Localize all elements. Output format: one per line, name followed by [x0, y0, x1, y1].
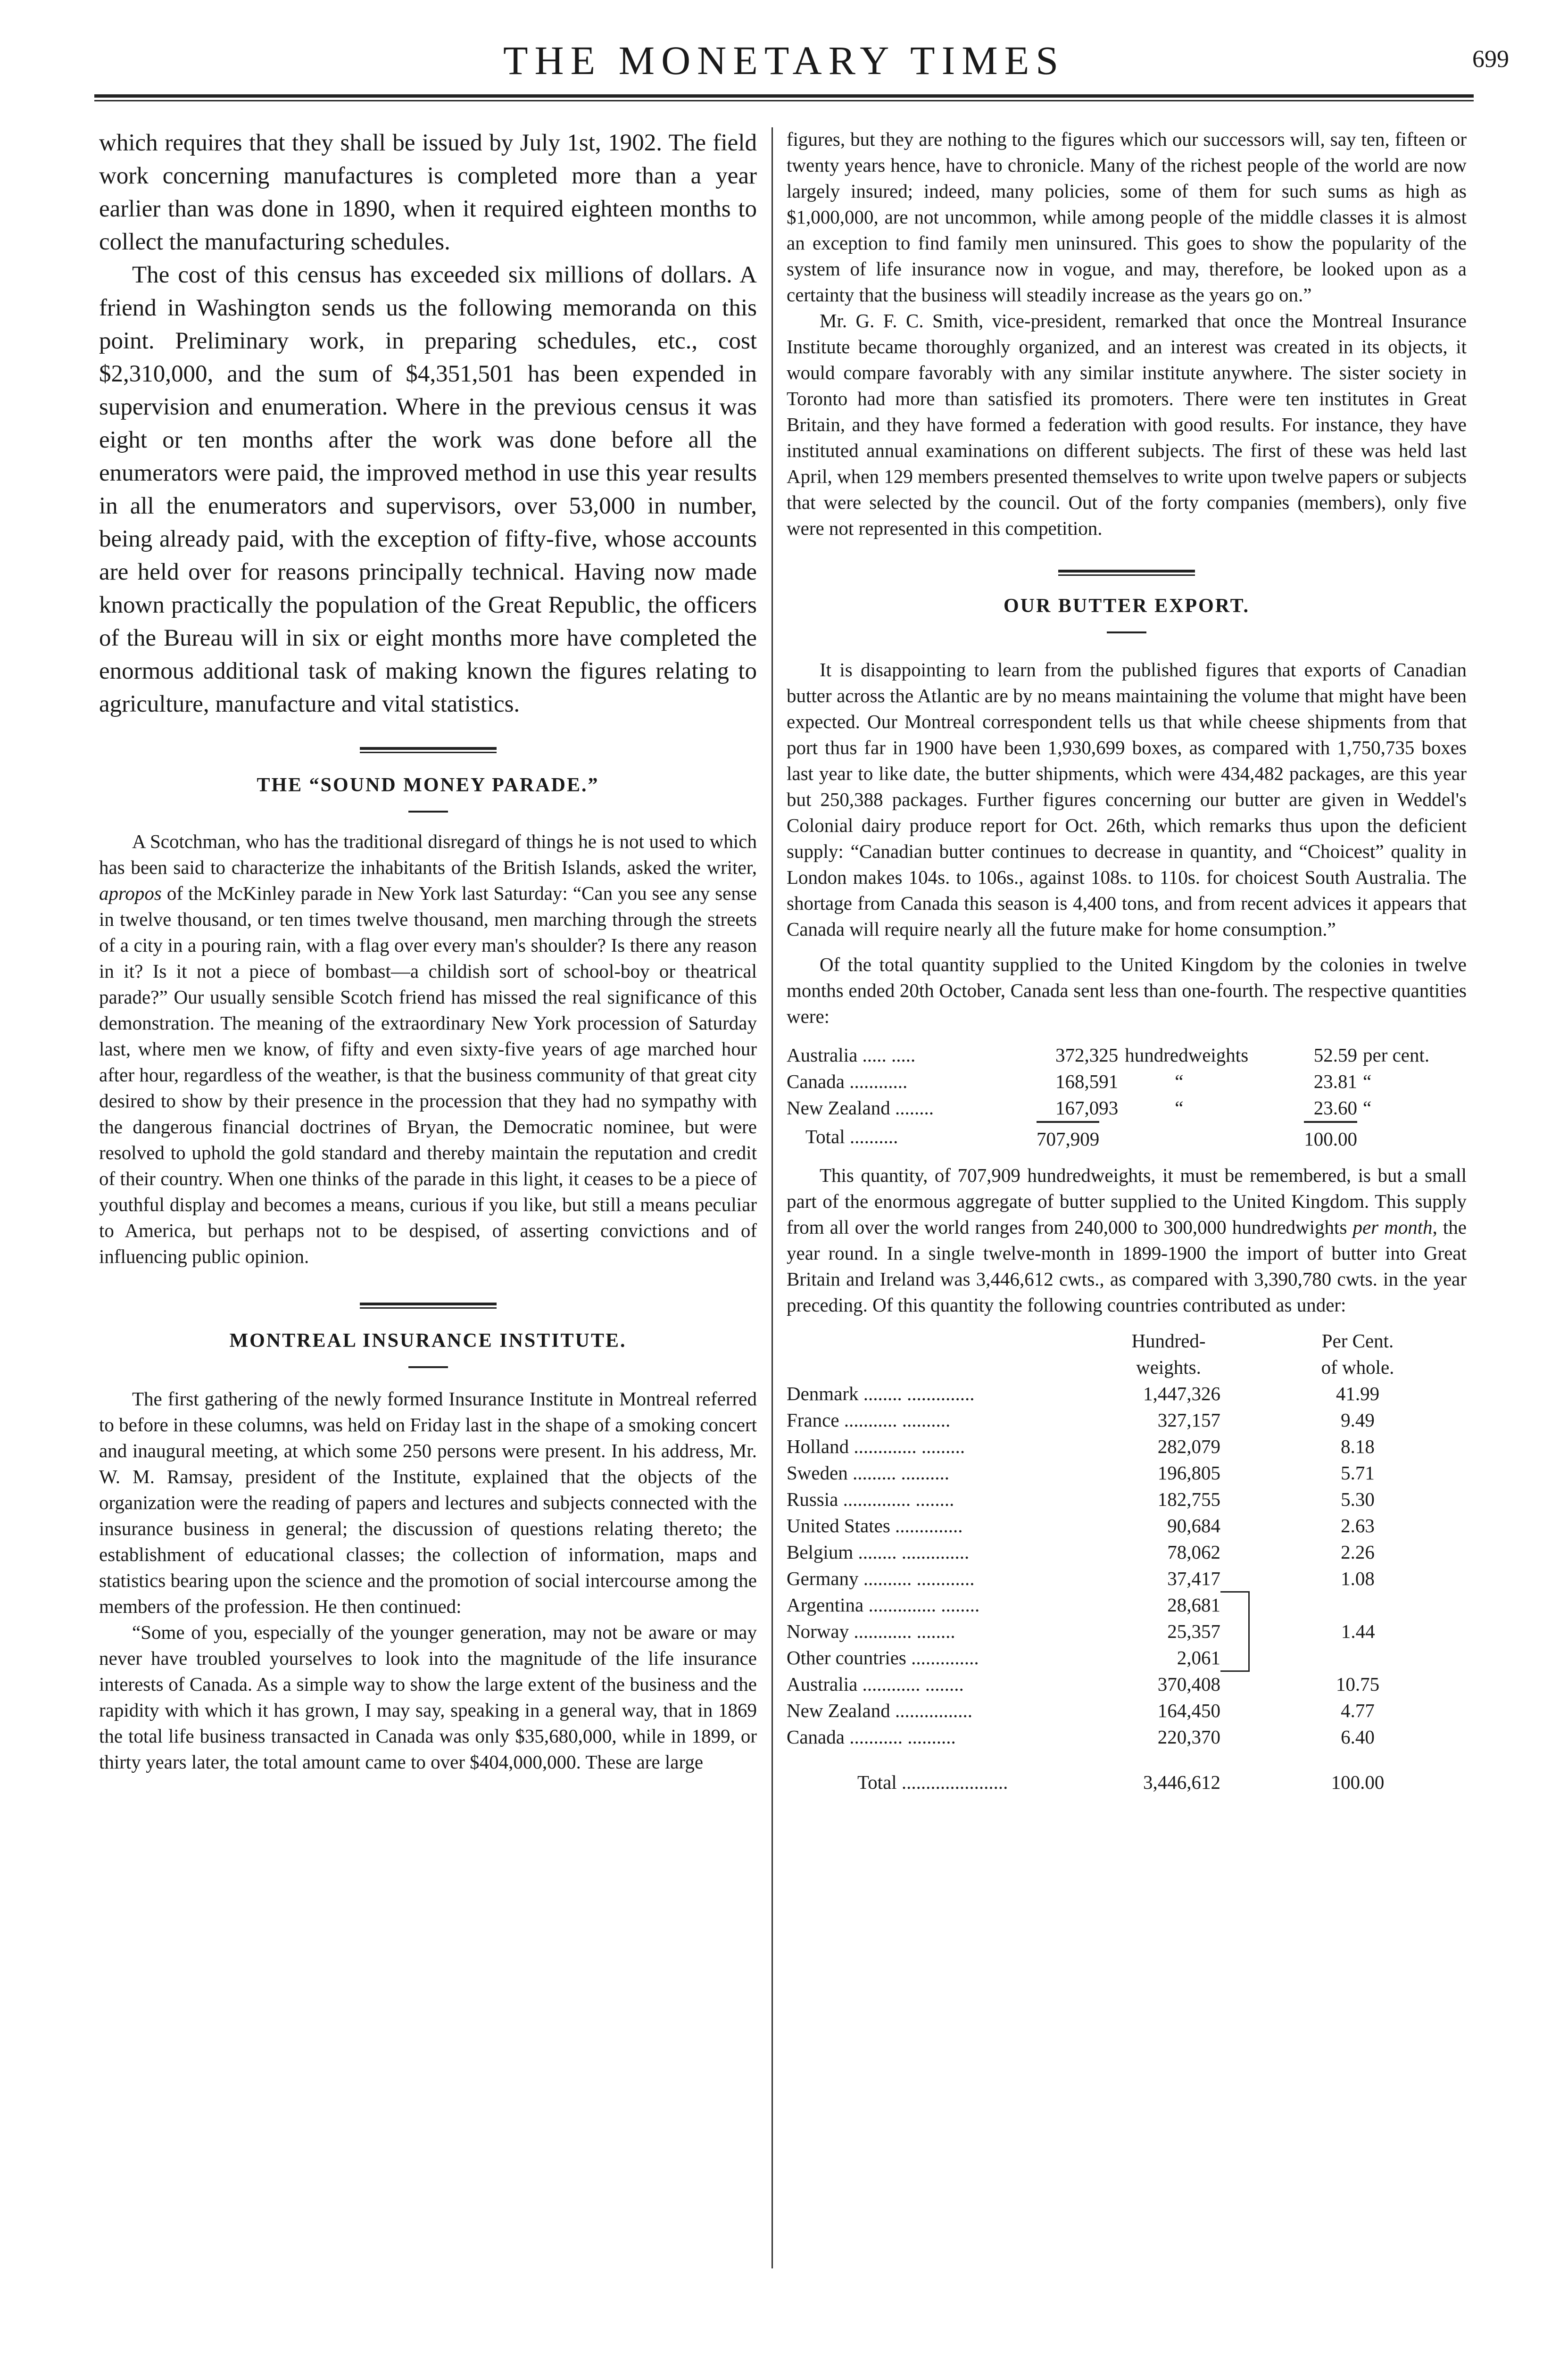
montreal-heading: MONTREAL INSURANCE INSTITUTE.	[229, 1330, 627, 1352]
percent-cell: 52.59	[1313, 1044, 1357, 1066]
table-row	[787, 1724, 1467, 1750]
census-paragraph-2: The cost of this census has exceeded six millions of dollars. A friend in Washington sends us the following memoranda on this point. Preliminary work, in preparing schedules, etc., cost $2,310,000, and the sum of $4,351,501 has been expended in supervision and enumeration. Where in the previous census it was eight or ten months after the work was done before all the enumerators were paid, the improved method in use this year results in all the enumerators and supervisors, over 53,000 in number, being already paid, with the exception of fifty-five, whose accounts are held over for reasons principally technical. Having now made known practically the population of the Great Republic, the officers of the Bureau will in six or eight months more have completed the enormous additional task of making known the figures relating to agriculture, manufacture and vital statistics.	[99, 262, 757, 717]
percent-cell: 6.40	[1341, 1726, 1375, 1748]
quantity-cell: 28,681	[1167, 1594, 1220, 1616]
country-cell: Russia .............. ........	[787, 1488, 954, 1510]
country-cell: Other countries ..............	[787, 1647, 979, 1669]
header-hundredweights: Hundred- weights.	[1131, 1330, 1206, 1378]
spacer-cell	[1220, 1565, 1249, 1592]
table-row	[787, 1460, 1467, 1486]
sound-money-heading: THE “SOUND MONEY PARADE.”	[257, 774, 599, 796]
masthead-title: THE MONETARY TIMES	[503, 38, 1065, 83]
column-divider	[772, 127, 773, 2268]
butter-heading: OUR BUTTER EXPORT.	[1004, 595, 1250, 617]
table-row	[787, 1407, 1467, 1433]
imports-table	[787, 1328, 1467, 1795]
quantity-cell	[1055, 1095, 1277, 1121]
header-rule-thin	[94, 100, 1474, 101]
spacer-cell	[1220, 1380, 1249, 1407]
percent-cell: 10.75	[1336, 1673, 1380, 1695]
spacer-cell	[1220, 1460, 1249, 1486]
total-qty: 3,446,612	[1143, 1771, 1220, 1793]
table-row	[787, 1380, 1467, 1407]
table-row	[787, 1592, 1467, 1618]
quantity-cell: 78,062	[1167, 1541, 1220, 1563]
percent-unit-cell: “	[1363, 1097, 1372, 1119]
quantity-cell: 90,684	[1167, 1515, 1220, 1536]
table-header-row	[787, 1328, 1467, 1380]
butter-paragraph-1: It is disappointing to learn from the published figures that exports of Canadian butter across the Atlantic are by no means maintaining the volume that might have been expected. Our Montreal correspondent tells us that while cheese shipments from that port thus far in 1900 have been 1,930,699 boxes, as compared with 1,750,735 boxes last year to like date, the butter shipments, which were 434,482 packages, are this year but 250,388 packages. Further figures concerning our butter are given in Weddel's Colonial dairy produce report for Oct. 26th, which remarks thus upon the deficient supply: “Canadian butter continues to decrease in quantity, and “Choicest” quality in London makes 104s. to 106s., against 108s. to 110s. for choicest South Australia. The shortage from Canada this season is 4,400 tons, and from recent advices it appears that Canada will require nearly all the future make for home consumption.”	[787, 659, 1467, 940]
total-label: Total ......................	[857, 1771, 1008, 1793]
percent-cell: 4.77	[1341, 1700, 1375, 1721]
quantity-cell: 37,417	[1167, 1568, 1220, 1589]
quantity-cell: 25,357	[1167, 1620, 1220, 1642]
quantity-cell	[1055, 1068, 1277, 1095]
table-row	[787, 1486, 1467, 1512]
group-percent-cell: 1.44	[1341, 1620, 1375, 1642]
grouping-brace	[1220, 1592, 1249, 1671]
quantity-cell: 2,061	[1177, 1647, 1220, 1669]
table-row	[787, 1697, 1467, 1724]
percent-cell: 2.63	[1341, 1515, 1375, 1536]
right-column	[787, 126, 1467, 1795]
spacer-cell	[1220, 1512, 1249, 1539]
quantity-cell: 182,755	[1157, 1488, 1220, 1510]
quantity-value: 168,591	[1055, 1071, 1119, 1092]
unit-label: “	[1175, 1097, 1184, 1119]
country-cell: Australia ..... .....	[787, 1044, 916, 1066]
country-cell: United States ..............	[787, 1515, 963, 1536]
spacer-cell	[1220, 1433, 1249, 1460]
insurance-continued-paragraph: figures, but they are nothing to the figures which our successors will, say ten, fifteen or twenty years hence, have to chronicle. Many of the richest people of the world are now largely insured; indeed, many policies, some of them for such sums as high as $1,000,000, are not uncommon, while among people of the middle classes it is almost an exception to find family men uninsured. This goes to show the popularity of the system of life insurance now in vogue, and may, therefore, be looked upon as a certainty that the business will steadily increase as the years go on.”	[787, 128, 1467, 306]
country-cell: France ........... ..........	[787, 1409, 951, 1431]
total-label: Total ..........	[805, 1126, 898, 1147]
quantity-cell: 282,079	[1157, 1436, 1220, 1457]
table-row	[787, 1042, 1467, 1068]
section-rule	[360, 747, 497, 753]
section-rule	[1058, 570, 1195, 576]
quantity-cell: 1,447,326	[1143, 1383, 1220, 1404]
butter-paragraph-2: Of the total quantity supplied to the United Kingdom by the colonies in twelve months ended 20th October, Canada sent less than one-fourth. The respective quantities were:	[787, 954, 1467, 1027]
colonial-supply-table	[787, 1042, 1467, 1152]
quantity-cell: 327,157	[1157, 1409, 1220, 1431]
left-column	[99, 126, 757, 1775]
country-cell: New Zealand ........	[787, 1097, 934, 1119]
percent-unit-cell: “	[1363, 1071, 1372, 1092]
montreal-paragraph-2: “Some of you, especially of the younger generation, may not be aware or may never have troubled yourselves to look into the magnitude of the life insurance interests of Canada. As a simple way to show the large extent of the business and the rapidity with which it has grown, I may say, speaking in a general way, that in 1869 the total life business transacted in Canada was only $35,680,000, while in 1899, or thirty years later, the total amount came to over $404,000,000. These are large	[99, 1621, 757, 1773]
table-row	[787, 1671, 1467, 1697]
section-rule	[360, 1303, 497, 1309]
table-total-row	[787, 1121, 1467, 1152]
percent-cell: 8.18	[1341, 1436, 1375, 1457]
quantity-cell: 220,370	[1157, 1726, 1220, 1748]
percent-cell: 5.71	[1341, 1462, 1375, 1484]
table-row	[787, 1433, 1467, 1460]
spacer-cell	[1220, 1724, 1249, 1750]
percent-unit-cell: per cent.	[1363, 1044, 1430, 1066]
spacer-cell	[1220, 1539, 1249, 1565]
country-cell: Canada ........... ..........	[787, 1726, 956, 1748]
header-percent: Per Cent. of whole.	[1321, 1330, 1394, 1378]
table-row	[787, 1095, 1467, 1121]
country-cell: Norway ............ ........	[787, 1620, 955, 1642]
table-row	[787, 1565, 1467, 1592]
butter-paragraph-3: This quantity, of 707,909 hundredweights, it must be remembered, is but a small part of the enormous aggregate of butter supplied to the United Kingdom. This supply from all over the world ranges from 240,000 to 300,000 hundredwights per month, the year round. In a single twelve-month in 1899-1900 the import of butter into Great Britain and Ireland was 3,446,612 cwts., as compared with 3,390,780 cwts. in the year preceding. Of this quantity the following countries contributed as under:	[787, 1164, 1467, 1316]
percent-cell: 5.30	[1341, 1488, 1375, 1510]
percent-cell: 2.26	[1341, 1541, 1375, 1563]
country-cell: Argentina .............. ........	[787, 1594, 980, 1616]
country-cell: Canada ............	[787, 1071, 908, 1092]
percent-cell: 23.81	[1313, 1071, 1357, 1092]
table-row	[787, 1512, 1467, 1539]
spacer-cell	[1220, 1486, 1249, 1512]
quantity-value: 372,325	[1055, 1044, 1119, 1066]
table-row	[787, 1068, 1467, 1095]
page-number: 699	[1472, 46, 1509, 73]
country-cell: Denmark ........ ..............	[787, 1383, 975, 1404]
country-cell: Sweden ......... ..........	[787, 1462, 950, 1484]
percent-cell: 1.08	[1341, 1568, 1375, 1589]
total-pct: 100.00	[1304, 1121, 1357, 1152]
table-row	[787, 1539, 1467, 1565]
spacer-cell	[1220, 1671, 1249, 1697]
percent-cell: 9.49	[1341, 1409, 1375, 1431]
quantity-value: 167,093	[1055, 1097, 1119, 1119]
quantity-cell: 370,408	[1157, 1673, 1220, 1695]
total-qty: 707,909	[1037, 1121, 1099, 1152]
table-total-row	[787, 1750, 1467, 1795]
total-pct: 100.00	[1331, 1771, 1385, 1793]
quantity-cell: 164,450	[1157, 1700, 1220, 1721]
montreal-paragraph-1: The first gathering of the newly formed Insurance Institute in Montreal referred to before in these columns, was held on Friday last in the shape of a smoking concert and inaugural meeting, at which some 250 persons were present. In his address, Mr. W. M. Ramsay, president of the Institute, explained that the objects of the organization were the reading of papers and lectures and subjects connected with the insurance business in general; the discussion of questions relating thereto; the establishment of educational classes; the collection of information, maps and statistics bearing upon the science and the promotion of social intercourse among the members of the profession. He then continued:	[99, 1388, 757, 1617]
unit-label: “	[1175, 1071, 1184, 1092]
country-cell: New Zealand ................	[787, 1700, 972, 1721]
sound-money-paragraph: A Scotchman, who has the traditional disregard of things he is not used to which has been said to characterize the inhabitants of the British Islands, asked the writer, apropos of the McKinley parade in New York last Saturday: “Can you see any sense in twelve thousand, or ten times twelve thousand, men marching through the streets of a city in a pouring rain, with a flag over every man's shoulder? Is there any reason in it? Is it not a piece of bombast—a childish sort of school-boy or theatrical parade?” Our usually sensible Scotch friend has missed the real significance of this demonstration. The meaning of the extraordinary New York procession of Saturday last, where men we know, of fifty and even sixty-five years of age marched hour after hour, regardless of the weather, is that the business community of that great city desired to show by their presence in the procession that they had no sympathy with the dangerous financial doctrines of Bryan, the Democratic nominee, but were resolved to uphold the gold standard and thereby maintain the reputation and credit of their country. When one thinks of the parade in this light, it ceases to be a piece of youthful display and becomes a means, curious if you like, but still a means peculiar to America, but perhaps not to be despised, of asserting convictions and of influencing public opinion.	[99, 830, 757, 1267]
quantity-cell	[1055, 1042, 1277, 1068]
smith-paragraph: Mr. G. F. C. Smith, vice-president, remarked that once the Montreal Insurance Institute became thoroughly organized, and an interest was created in its objects, it would compare favorably with any similar institute anywhere. The sister society in Toronto had more than satisfied its promoters. There were ten institutes in Great Britain, and they have formed a federation with good results. For instance, they have instituted annual examinations on different subjects. The first of these was held last April, when 129 members presented themselves to write upon twelve papers or subjects that were selected by the council. Out of the forty companies (members), only five were not represented in this competition.	[787, 310, 1467, 539]
unit-label: hundredweights	[1125, 1044, 1249, 1066]
country-cell: Germany .......... ............	[787, 1568, 975, 1589]
percent-cell: 23.60	[1313, 1097, 1357, 1119]
quantity-cell: 196,805	[1157, 1462, 1220, 1484]
spacer-cell	[1220, 1407, 1249, 1433]
percent-cell: 41.99	[1336, 1383, 1380, 1404]
census-paragraph-1: which requires that they shall be issued by July 1st, 1902. The field work concerning manufactures is completed more than a year earlier than was done in 1890, when it required eighteen months to collect the manufacturing schedules.	[99, 130, 757, 255]
header-rule	[94, 94, 1474, 98]
country-cell: Holland ............. .........	[787, 1436, 965, 1457]
spacer-cell	[1220, 1697, 1249, 1724]
country-cell: Australia ............ ........	[787, 1673, 964, 1695]
country-cell: Belgium ........ ..............	[787, 1541, 970, 1563]
